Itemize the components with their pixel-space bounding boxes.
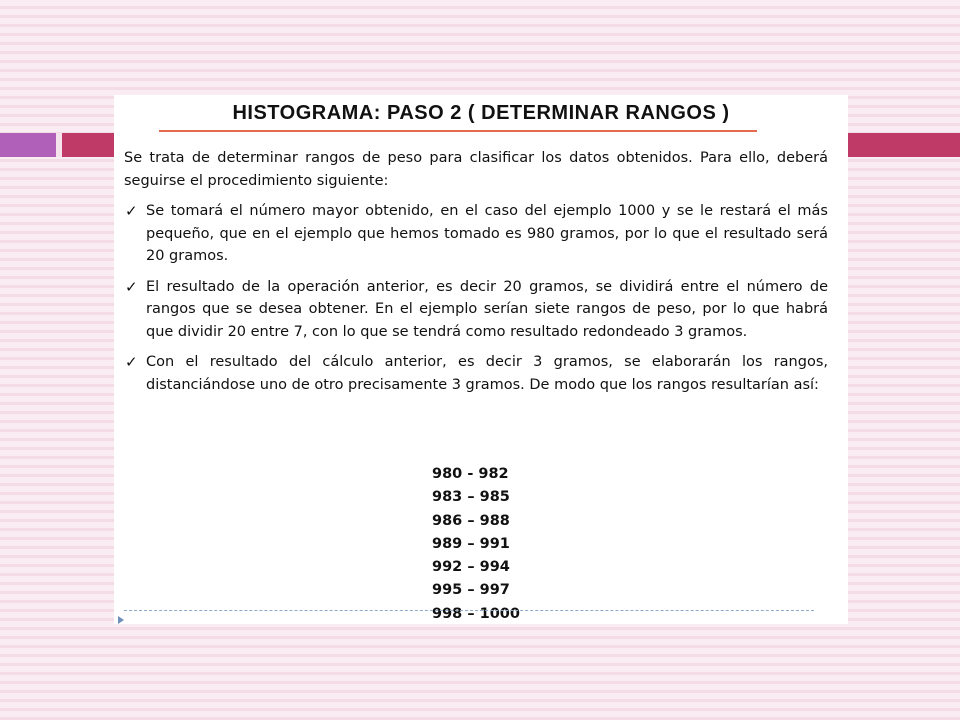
checkmark-icon: ✓ [125,277,138,296]
range-item: 992 – 994 [432,559,510,576]
range-item: 995 – 997 [432,582,510,599]
checkmark-icon: ✓ [125,353,138,371]
range-item: 998 – 1000 [432,605,520,622]
bullet-text: El resultado de la operación anterior, es decir 20 gramos, se dividirá entre el número de rangos que se desea obtener. En el ejemplo serían siete rangos de peso, por lo que habrá que dividir 20 entre 7, con lo que se tendrá como resultado redondeado 3 gramos. [146,278,828,340]
bullet-item [124,276,828,344]
bullet-item [124,351,828,396]
slide-body [124,147,828,404]
range-item: 983 – 985 [432,489,510,506]
intro-paragraph: Se trata de determinar rangos de peso para clasificar los datos obtenidos. Para ello, deberá seguirse el procedimiento siguiente: [124,150,828,189]
accent-bar-left [0,133,56,157]
bullet-text: Con el resultado del cálculo anterior, es decir 3 gramos, se elaborarán los rangos, distanciándose uno de otro precisamente 3 gramos. De modo que los rangos resultarían así: [146,354,828,393]
range-item: 986 – 988 [432,512,510,529]
slide-content-image [114,95,848,624]
ranges-list [432,463,520,624]
corner-triangle-icon [118,616,124,624]
range-item: 980 - 982 [432,466,509,482]
dashed-divider [124,610,814,611]
slide-title: HISTOGRAMA: PASO 2 ( DETERMINAR RANGOS ) [232,102,730,124]
title-underline [159,130,757,132]
checkmark-icon: ✓ [125,202,138,220]
range-item: 989 – 991 [432,535,510,552]
bullet-item [124,200,828,268]
bullet-text: Se tomará el número mayor obtenido, en el caso del ejemplo 1000 y se le restará el más pequeño, que en el ejemplo que hemos tomado es 980 gramos, por lo que el resultado será 20 gramos. [146,203,828,264]
